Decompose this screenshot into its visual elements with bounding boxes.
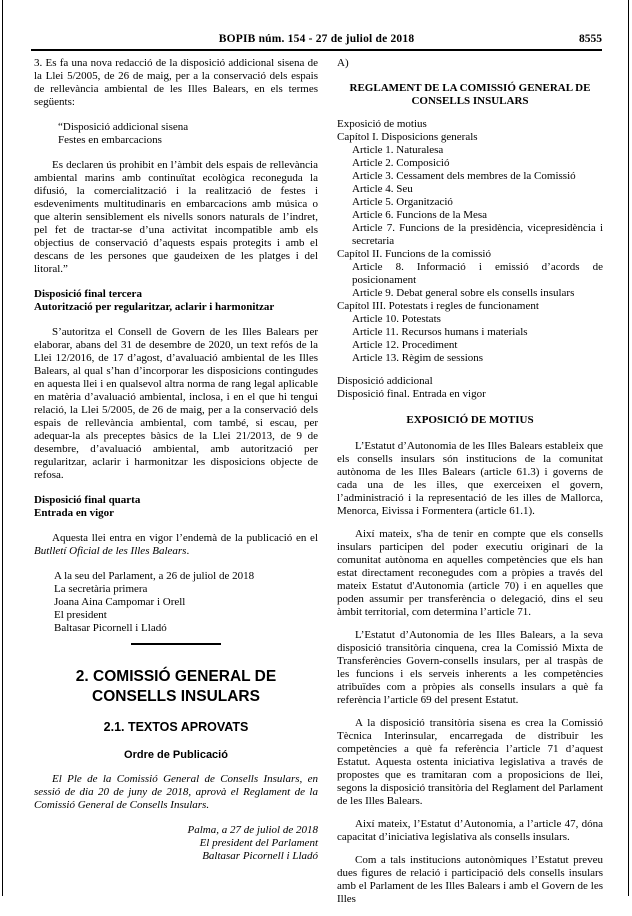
toc-item: Capítol II. Funcions de la comissió [337, 248, 491, 260]
heading-title: Disposició final quarta [34, 494, 141, 506]
section-heading-line2: CONSELLS INSULARS [92, 688, 260, 705]
signature-block [54, 570, 318, 635]
heading-title: Disposició final tercera [34, 288, 142, 300]
disposicio-final-quarta-heading [34, 494, 318, 520]
toc-item: Article 8. Informació i emissió d’acords de posicionament [352, 261, 603, 286]
quote-subtitle: Festes en embarcacions [58, 134, 162, 146]
toc-item: Article 3. Cessament dels membres de la Comissió [352, 170, 576, 182]
left-column [34, 57, 318, 863]
reglament-heading-line1: REGLAMENT DE LA COMISSIÓ GENERAL DE [349, 82, 591, 94]
signature-line: El president [54, 609, 107, 621]
signature-line: Baltasar Picornell i Lladó [54, 622, 167, 634]
exposicio-heading: EXPOSICIÓ DE MOTIUS [406, 414, 534, 426]
right-column [337, 57, 603, 916]
body-paragraph: L’Estatut d’Autonomia de les Illes Balears, a la seva disposició transitòria cinquena, crea la Comissió Mixta de Transferències Govern-consells insulars, per al traspàs de les funcions i els serveis inherents a les competències atribuïdes com a pròpies als consells insulars a què fa referència l’article 69 del present Estatut. [337, 629, 603, 706]
header-page-number: 8555 [579, 33, 602, 45]
body-paragraph: Així mateix, s'ha de tenir en compte que els consells insulars participen del poder executiu originari de la comunitat autònoma en aquelles competències que els han estat directament reconegudes com a pròpies a través del mateix Estatut d'Autonomia (article 70) i en aquelles que poden assumir per transferència o delegació, dins el seu àmbit territorial, com determina l’article 71. [337, 528, 603, 618]
signature-line: Joana Aina Campomar i Orell [54, 596, 186, 608]
toc-item: Article 13. Règim de sessions [352, 352, 484, 364]
toc-item: Article 10. Potestats [352, 313, 441, 325]
toc-item: Article 6. Funcions de la Mesa [352, 209, 488, 221]
disposicio-final-tercera-heading [34, 288, 318, 314]
quote-body-paragraph: Es declaren ús prohibit en l’àmbit dels espais de rellevància ambiental marins amb continuïtat ecològica reconeguda la difusió, la comercialització i la realització de festes i esdeveniments multitudinaris en embarcacions amb música o que alterin sensiblement els nivells sonors naturals de l’indret, pel fet de tractar-se d’una activitat incompatible amb els objectius de conservació d’aquests espais protegits i amb el descans de les persones que gaudeixen de les platges i del litoral.” [34, 159, 318, 275]
reglament-heading-line2: CONSELLS INSULARS [411, 95, 529, 107]
vigor-text: Aquesta llei entra en vigor l’endemà de la publicació en el [52, 532, 318, 544]
dateline-line: Palma, a 27 de juliol de 2018 [187, 824, 318, 836]
vigor-publication-title: Butlletí Oficial de les Illes Balears [34, 545, 187, 557]
toc-item: Capítol I. Disposicions generals [337, 131, 478, 143]
section-heading [34, 667, 318, 707]
toc-item: Exposició de motius [337, 118, 427, 130]
heading-subtitle: Autorització per regularitzar, aclarir i harmonitzar [34, 301, 275, 313]
page-header [31, 33, 602, 49]
section-divider [131, 643, 221, 645]
signature-line: A la seu del Parlament, a 26 de juliol de 2018 [54, 570, 255, 582]
ordre-paragraph: El Ple de la Comissió General de Consells Insulars, en sessió de dia 20 de juny de 2018, aprovà el Reglament de la Comissió General de Consells Insulars. [34, 773, 318, 811]
ordre-publicacio-heading: Ordre de Publicació [124, 749, 228, 761]
item-label: A) [337, 57, 349, 69]
quote-block [58, 121, 318, 147]
body-paragraph: L’Estatut d’Autonomia de les Illes Balears estableix que els consells insulars són institucions de la comunitat autònoma de les Illes Balears (article 61.3) i governs de cada una de les illes, que exerceixen el govern, l’administració i la representació de les illes de Mallorca, Menorca, Eivissa i Formentera (article 61.1). [337, 440, 603, 517]
heading-subtitle: Entrada en vigor [34, 507, 115, 519]
header-rule [31, 49, 602, 51]
toc-item: Article 12. Procediment [352, 339, 458, 351]
toc-item: Capítol III. Potestats i regles de funcionament [337, 300, 539, 312]
toc-list [337, 118, 603, 365]
subsection-heading: 2.1. TEXTOS APROVATS [103, 720, 249, 734]
toc-item: Article 2. Composició [352, 157, 450, 169]
disposicio-line: Disposició addicional [337, 375, 433, 387]
header-title: BOPIB núm. 154 - 27 de juliol de 2018 [218, 33, 415, 45]
dateline-line: Baltasar Picornell i Lladó [202, 850, 318, 862]
autoritza-paragraph: S’autoritza el Consell de Govern de les Illes Balears per elaborar, abans del 31 de desembre de 2020, un text refós de la Llei 12/2016, de 17 d’agost, d’avaluació ambiental de les Illes Balears, al qual s’han d’incorporar les disposicions contingudes en aquesta llei i en qualsevol altra norma de rang legal aplicable en matèria d’avaluació ambiental, inclosa, i en el que hi tengui relació, la Llei 5/2005, de 26 de maig, per a la conservació dels espais de rellevància ambiental, com també, si escau, per adequar-la als preceptes bàsics de la Llei 21/2013, de 9 de desembre, d’avaluació ambiental, amb autorització per regularitzar, aclarir i harmonitzar les disposicions objecte de refosa. [34, 326, 318, 481]
dateline-block [34, 824, 318, 863]
toc-item: Article 11. Recursos humans i materials [352, 326, 528, 338]
toc-item: Article 1. Naturalesa [352, 144, 444, 156]
body-paragraph: A la disposició transitòria sisena es crea la Comissió Tècnica Interinsular, encarregada de distribuir les competències a què fa referència l’article 71 d’aquest Estatut. Aquesta ostenta iniciativa legislativa a través de propostes que es tramitaran com a proposicions de llei, segons la disposició transitòria del Reglament del Parlament de les Illes Balears. [337, 717, 603, 807]
quote-title: “Disposició addicional sisena [58, 121, 189, 133]
toc-item: Article 4. Seu [352, 183, 413, 195]
vigor-period: . [186, 545, 190, 557]
intro-paragraph: 3. Es fa una nova redacció de la disposició addicional sisena de la Llei 5/2005, de 26 de maig, per a la conservació dels espais de rellevància ambiental de les Illes Balears, en els termes següents: [34, 57, 318, 108]
toc-item: Article 9. Debat general sobre els consells insulars [352, 287, 575, 299]
toc-item: Article 7. Funcions de la presidència, vicepresidència i secretaria [352, 222, 603, 247]
dateline-line: El president del Parlament [199, 837, 318, 849]
section-heading-line1: 2. COMISSIÓ GENERAL DE [75, 668, 277, 685]
body-paragraph: Com a tals institucions autonòmiques l’Estatut preveu dues figures de relació i participació dels consells insulars amb el Parlament de les Illes Balears i amb el Govern de les Illes [337, 854, 603, 905]
body-paragraph: Així mateix, l’Estatut d’Autonomia, a l’article 47, dóna capacitat d’iniciativa legislativa als consells insulars. [337, 818, 603, 843]
signature-line: La secretària primera [54, 583, 148, 595]
reglament-heading [337, 82, 603, 108]
disposicio-line: Disposició final. Entrada en vigor [337, 388, 486, 400]
disposicions-block [337, 375, 603, 401]
toc-item: Article 5. Organització [352, 196, 453, 208]
page-frame [2, 0, 629, 905]
entrada-vigor-paragraph [34, 532, 318, 558]
